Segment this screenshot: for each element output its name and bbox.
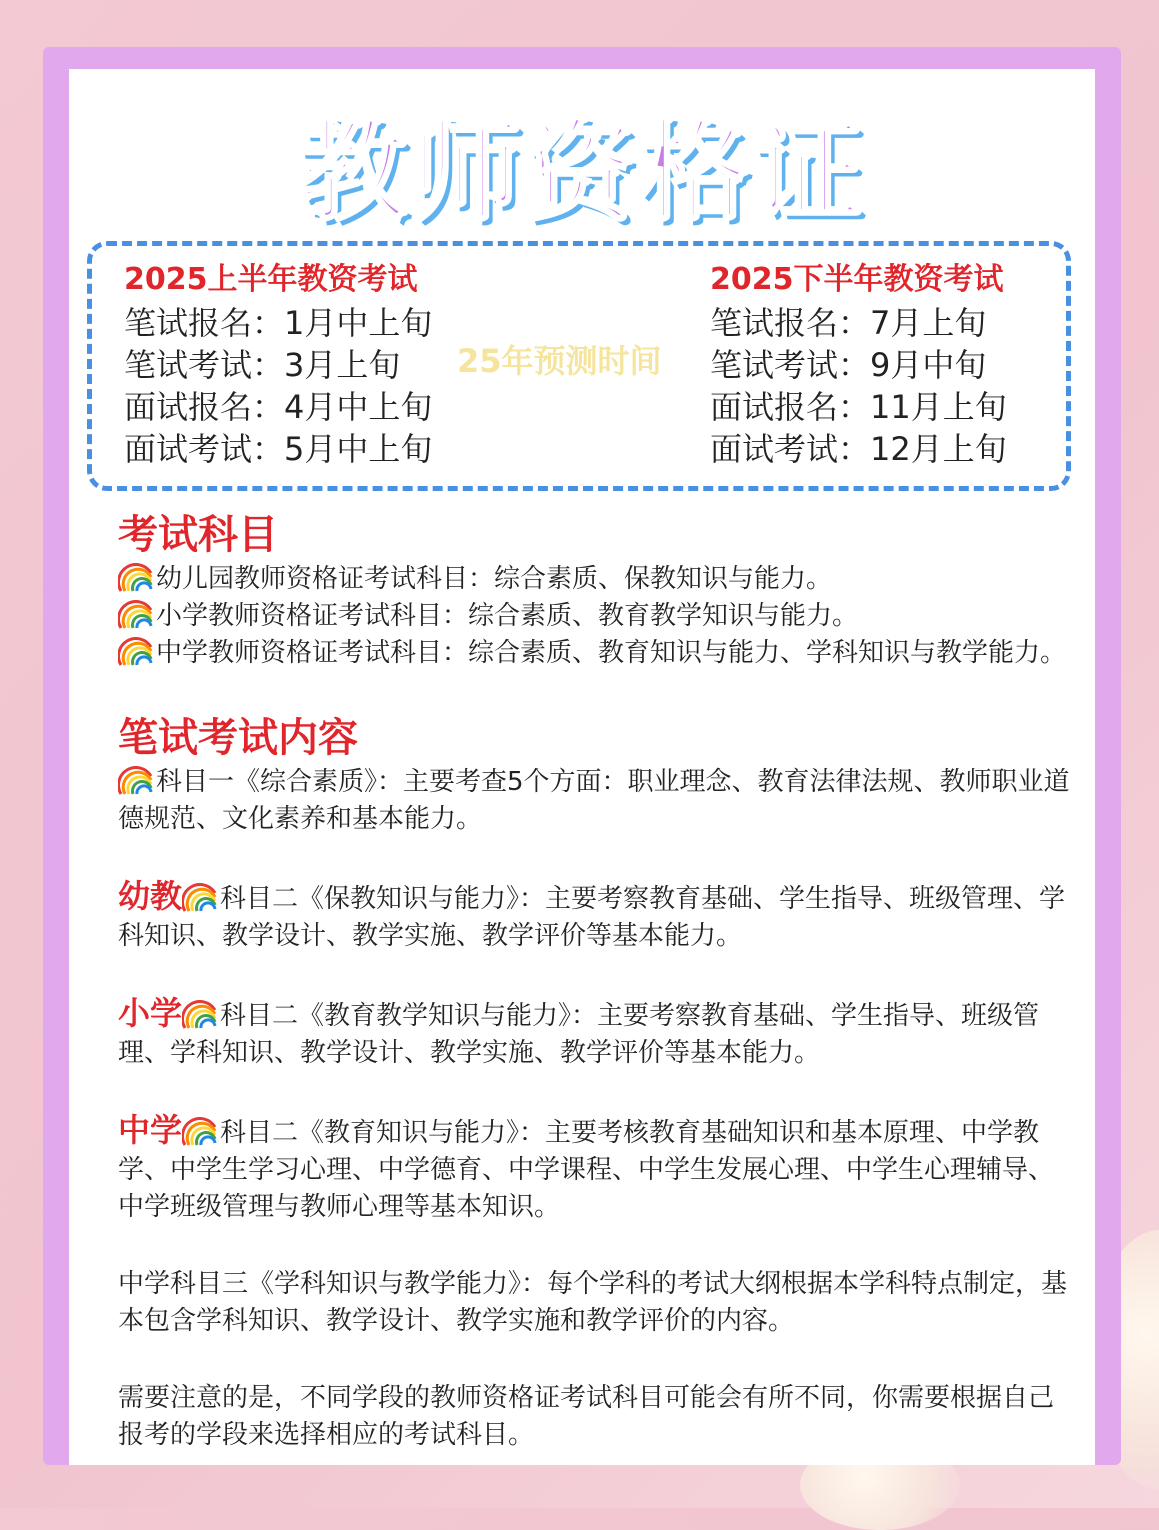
- second-half-heading: 2025下半年教资考试: [710, 262, 1004, 297]
- subject-item: 中学教师资格证考试科目：综合素质、教育知识与能力、学科知识与教学能力。: [118, 635, 1078, 672]
- note-paragraph: 需要注意的是，不同学段的教师资格证考试科目可能会有所不同，你需要根据自己报考的学段来选择相应的考试科目。: [118, 1383, 1055, 1450]
- rainbow-icon: [118, 766, 154, 796]
- schedule-row: 面试考试：12月上旬: [710, 430, 1007, 468]
- subject-three-description: 中学科目三《学科知识与教学能力》：每个学科的考试大纲根据本学科特点制定，基本包含学科知识、教学设计、教学实施和教学评价的内容。: [118, 1269, 1068, 1336]
- schedule-row: 面试报名：4月中上旬: [124, 388, 433, 426]
- primary-subject-two: 小学 科目二《教育教学知识与能力》：主要考察教育基础、学生指导、班级管理、学科知识、教学设计、教学实施、教学评价等基本能力。: [118, 994, 1040, 1068]
- kindergarten-subject-two: 幼教 科目二《保教知识与能力》：主要考察教育基础、学生指导、班级管理、学科知识、教学设计、教学实施、教学评价等基本能力。: [118, 877, 1066, 951]
- schedule-row: 面试报名：11月上旬: [710, 388, 1007, 426]
- middle-subject-two: 中学 科目二《教育知识与能力》：主要考核教育基础知识和基本原理、中学教学、中学生学习心理、中学德育、中学课程、中学生发展心理、中学生心理辅导、中学班级管理与教师心理等基本知识。: [118, 1111, 1055, 1222]
- main-content: [118, 509, 1078, 1454]
- subject-item: 幼儿园教师资格证考试科目：综合素质、保教知识与能力。: [118, 561, 1078, 598]
- schedule-row: 笔试考试：9月中旬: [710, 346, 987, 384]
- primary-tag: 小学: [118, 994, 183, 1032]
- subject-item: 小学教师资格证考试科目：综合素质、教育教学知识与能力。: [118, 598, 1078, 635]
- schedule-row: 笔试报名：7月上旬: [710, 304, 987, 342]
- kindergarten-tag: 幼教: [118, 877, 183, 915]
- rainbow-icon: [182, 883, 218, 913]
- schedule-row: 面试考试：5月中上旬: [124, 430, 433, 468]
- exam-schedule-box: [87, 241, 1071, 491]
- rainbow-icon: [118, 563, 154, 593]
- schedule-row: 笔试考试：3月上旬: [124, 346, 401, 384]
- first-half-heading: 2025上半年教资考试: [124, 262, 418, 297]
- rainbow-icon: [118, 637, 154, 667]
- page-title: 教师资格证: [297, 108, 867, 236]
- prediction-label: 25年预测时间: [457, 342, 662, 380]
- rainbow-icon: [118, 600, 154, 630]
- card-inner: [69, 69, 1095, 1465]
- middle-tag: 中学: [118, 1111, 183, 1149]
- subjects-heading: 考试科目: [118, 512, 278, 558]
- second-half-schedule: [710, 260, 1007, 470]
- written-exam-heading: 笔试考试内容: [118, 715, 358, 761]
- content-card: [43, 47, 1121, 1465]
- rainbow-icon: [182, 1000, 218, 1030]
- subject-one-description: 科目一《综合素质》：主要考查5个方面：职业理念、教育法律法规、教师职业道德规范、文化素养和基本能力。: [118, 767, 1070, 834]
- schedule-row: 笔试报名：1月中上旬: [124, 304, 433, 342]
- rainbow-icon: [182, 1117, 218, 1147]
- first-half-schedule: [124, 260, 432, 470]
